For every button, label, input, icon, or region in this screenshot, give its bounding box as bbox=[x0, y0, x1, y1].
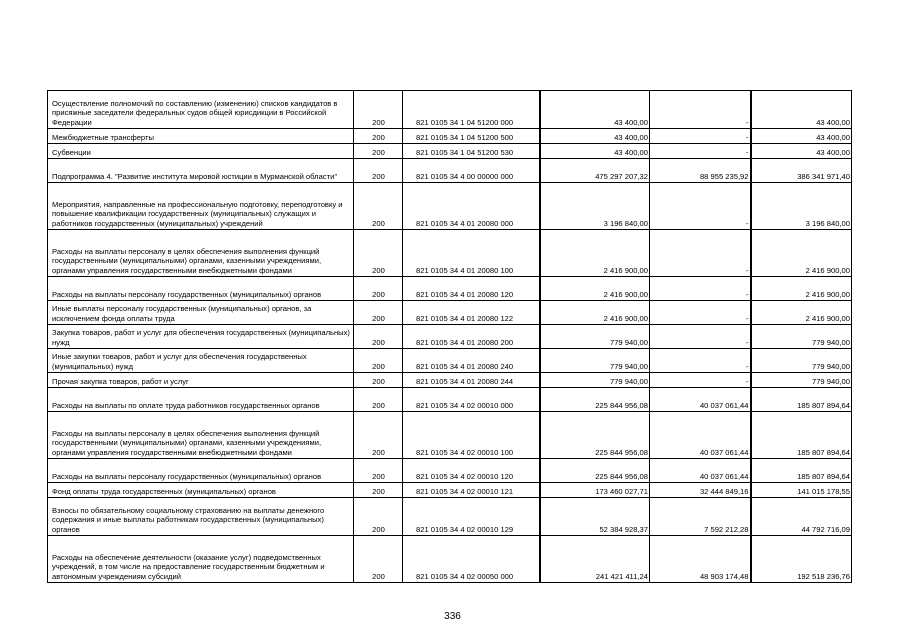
line-code-cell: 200 bbox=[354, 301, 403, 325]
line-code-cell: 200 bbox=[354, 129, 403, 144]
executed-amount-cell: - bbox=[650, 373, 751, 388]
classification-code-cell: 821 0105 34 1 04 51200 500 bbox=[403, 129, 540, 144]
remaining-amount-cell: 43 400,00 bbox=[751, 144, 852, 159]
approved-amount-cell: 2 416 900,00 bbox=[540, 230, 650, 277]
executed-amount-cell: - bbox=[650, 301, 751, 325]
table-row bbox=[48, 144, 852, 159]
expense-name-cell: Подпрограмма 4. "Развитие института мировой юстиции в Мурманской области" bbox=[48, 159, 354, 183]
table-row bbox=[48, 498, 852, 536]
table-row bbox=[48, 230, 852, 277]
expense-name-cell: Фонд оплаты труда государственных (муниципальных) органов bbox=[48, 483, 354, 498]
remaining-amount-cell: 185 807 894,64 bbox=[751, 459, 852, 483]
line-code-cell: 200 bbox=[354, 230, 403, 277]
remaining-amount-cell: 3 196 840,00 bbox=[751, 183, 852, 230]
remaining-amount-cell: 185 807 894,64 bbox=[751, 412, 852, 459]
expense-name-cell: Расходы на выплаты по оплате труда работников государственных органов bbox=[48, 388, 354, 412]
line-code-cell: 200 bbox=[354, 412, 403, 459]
executed-amount-cell: 48 903 174,48 bbox=[650, 536, 751, 583]
table-row bbox=[48, 483, 852, 498]
table-row bbox=[48, 301, 852, 325]
line-code-cell: 200 bbox=[354, 325, 403, 349]
executed-amount-cell: - bbox=[650, 230, 751, 277]
table-row bbox=[48, 412, 852, 459]
expense-name-cell: Мероприятия, направленные на профессиональную подготовку, переподготовку и повышение квалификации государственных (муниципальных) служащих и работников государственных (муниципальных) учреждений bbox=[48, 183, 354, 230]
line-code-cell: 200 bbox=[354, 483, 403, 498]
executed-amount-cell: - bbox=[650, 144, 751, 159]
classification-code-cell: 821 0105 34 4 00 00000 000 bbox=[403, 159, 540, 183]
line-code-cell: 200 bbox=[354, 498, 403, 536]
page-number: 336 bbox=[444, 611, 461, 622]
executed-amount-cell: 40 037 061,44 bbox=[650, 412, 751, 459]
table-row bbox=[48, 373, 852, 388]
remaining-amount-cell: 2 416 900,00 bbox=[751, 277, 852, 301]
approved-amount-cell: 241 421 411,24 bbox=[540, 536, 650, 583]
remaining-amount-cell: 185 807 894,64 bbox=[751, 388, 852, 412]
table-row bbox=[48, 159, 852, 183]
expense-name-cell: Расходы на обеспечение деятельности (оказание услуг) подведомственных учреждений, в том числе на предоставление государственным бюджетным и автономным учреждениям субсидий bbox=[48, 536, 354, 583]
expense-name-cell: Осуществление полномочий по составлению (изменению) списков кандидатов в присяжные заседатели федеральных судов общей юрисдикции в Российской Федерации bbox=[48, 91, 354, 129]
executed-amount-cell: - bbox=[650, 91, 751, 129]
approved-amount-cell: 2 416 900,00 bbox=[540, 301, 650, 325]
table-row bbox=[48, 349, 852, 373]
executed-amount-cell: - bbox=[650, 129, 751, 144]
classification-code-cell: 821 0105 34 4 02 00010 120 bbox=[403, 459, 540, 483]
remaining-amount-cell: 2 416 900,00 bbox=[751, 230, 852, 277]
classification-code-cell: 821 0105 34 4 02 00010 121 bbox=[403, 483, 540, 498]
executed-amount-cell: - bbox=[650, 277, 751, 301]
expense-name-cell: Прочая закупка товаров, работ и услуг bbox=[48, 373, 354, 388]
line-code-cell: 200 bbox=[354, 277, 403, 301]
remaining-amount-cell: 386 341 971,40 bbox=[751, 159, 852, 183]
expense-name-cell: Иные выплаты персоналу государственных (муниципальных) органов, за исключением фонда оплаты труда bbox=[48, 301, 354, 325]
table-row bbox=[48, 91, 852, 129]
executed-amount-cell: 88 955 235,92 bbox=[650, 159, 751, 183]
expense-name-cell: Расходы на выплаты персоналу в целях обеспечения выполнения функций государственными (муниципальными) органами, казенными учреждениями, органами управления государственными внебюджетными фондами bbox=[48, 230, 354, 277]
approved-amount-cell: 43 400,00 bbox=[540, 144, 650, 159]
executed-amount-cell: 40 037 061,44 bbox=[650, 388, 751, 412]
expense-name-cell: Расходы на выплаты персоналу в целях обеспечения выполнения функций государственными (муниципальными) органами, казенными учреждениями, органами управления государственными внебюджетными фондами bbox=[48, 412, 354, 459]
approved-amount-cell: 43 400,00 bbox=[540, 129, 650, 144]
classification-code-cell: 821 0105 34 4 01 20080 120 bbox=[403, 277, 540, 301]
expense-name-cell: Субвенции bbox=[48, 144, 354, 159]
line-code-cell: 200 bbox=[354, 373, 403, 388]
approved-amount-cell: 2 416 900,00 bbox=[540, 277, 650, 301]
line-code-cell: 200 bbox=[354, 91, 403, 129]
classification-code-cell: 821 0105 34 4 01 20080 000 bbox=[403, 183, 540, 230]
expense-name-cell: Расходы на выплаты персоналу государственных (муниципальных) органов bbox=[48, 277, 354, 301]
table-body bbox=[48, 91, 852, 583]
line-code-cell: 200 bbox=[354, 349, 403, 373]
expense-name-cell: Расходы на выплаты персоналу государственных (муниципальных) органов bbox=[48, 459, 354, 483]
line-code-cell: 200 bbox=[354, 159, 403, 183]
executed-amount-cell: - bbox=[650, 325, 751, 349]
table-row bbox=[48, 183, 852, 230]
line-code-cell: 200 bbox=[354, 536, 403, 583]
classification-code-cell: 821 0105 34 4 01 20080 100 bbox=[403, 230, 540, 277]
approved-amount-cell: 225 844 956,08 bbox=[540, 412, 650, 459]
approved-amount-cell: 779 940,00 bbox=[540, 349, 650, 373]
executed-amount-cell: 40 037 061,44 bbox=[650, 459, 751, 483]
expense-name-cell: Иные закупки товаров, работ и услуг для обеспечения государственных (муниципальных) нужд bbox=[48, 349, 354, 373]
approved-amount-cell: 173 460 027,71 bbox=[540, 483, 650, 498]
remaining-amount-cell: 2 416 900,00 bbox=[751, 301, 852, 325]
remaining-amount-cell: 43 400,00 bbox=[751, 91, 852, 129]
approved-amount-cell: 43 400,00 bbox=[540, 91, 650, 129]
classification-code-cell: 821 0105 34 4 01 20080 244 bbox=[403, 373, 540, 388]
remaining-amount-cell: 779 940,00 bbox=[751, 349, 852, 373]
classification-code-cell: 821 0105 34 4 01 20080 122 bbox=[403, 301, 540, 325]
approved-amount-cell: 52 384 928,37 bbox=[540, 498, 650, 536]
line-code-cell: 200 bbox=[354, 183, 403, 230]
executed-amount-cell: - bbox=[650, 183, 751, 230]
expense-name-cell: Взносы по обязательному социальному страхованию на выплаты денежного содержания и иные выплаты работникам государственных (муниципальных) органов bbox=[48, 498, 354, 536]
table-row bbox=[48, 388, 852, 412]
line-code-cell: 200 bbox=[354, 388, 403, 412]
table-row bbox=[48, 325, 852, 349]
budget-execution-table bbox=[47, 90, 852, 583]
table-row bbox=[48, 459, 852, 483]
classification-code-cell: 821 0105 34 4 02 00010 000 bbox=[403, 388, 540, 412]
remaining-amount-cell: 43 400,00 bbox=[751, 129, 852, 144]
expense-name-cell: Закупка товаров, работ и услуг для обеспечения государственных (муниципальных) нужд bbox=[48, 325, 354, 349]
remaining-amount-cell: 779 940,00 bbox=[751, 373, 852, 388]
remaining-amount-cell: 779 940,00 bbox=[751, 325, 852, 349]
remaining-amount-cell: 192 518 236,76 bbox=[751, 536, 852, 583]
expense-name-cell: Межбюджетные трансферты bbox=[48, 129, 354, 144]
remaining-amount-cell: 44 792 716,09 bbox=[751, 498, 852, 536]
classification-code-cell: 821 0105 34 1 04 51200 000 bbox=[403, 91, 540, 129]
executed-amount-cell: 7 592 212,28 bbox=[650, 498, 751, 536]
line-code-cell: 200 bbox=[354, 459, 403, 483]
classification-code-cell: 821 0105 34 4 02 00050 000 bbox=[403, 536, 540, 583]
executed-amount-cell: 32 444 849,16 bbox=[650, 483, 751, 498]
approved-amount-cell: 225 844 956,08 bbox=[540, 388, 650, 412]
table-row bbox=[48, 536, 852, 583]
approved-amount-cell: 779 940,00 bbox=[540, 325, 650, 349]
approved-amount-cell: 3 196 840,00 bbox=[540, 183, 650, 230]
remaining-amount-cell: 141 015 178,55 bbox=[751, 483, 852, 498]
executed-amount-cell: - bbox=[650, 349, 751, 373]
approved-amount-cell: 779 940,00 bbox=[540, 373, 650, 388]
classification-code-cell: 821 0105 34 4 01 20080 240 bbox=[403, 349, 540, 373]
approved-amount-cell: 225 844 956,08 bbox=[540, 459, 650, 483]
table-row bbox=[48, 129, 852, 144]
classification-code-cell: 821 0105 34 4 01 20080 200 bbox=[403, 325, 540, 349]
classification-code-cell: 821 0105 34 4 02 00010 129 bbox=[403, 498, 540, 536]
line-code-cell: 200 bbox=[354, 144, 403, 159]
approved-amount-cell: 475 297 207,32 bbox=[540, 159, 650, 183]
table-row bbox=[48, 277, 852, 301]
classification-code-cell: 821 0105 34 1 04 51200 530 bbox=[403, 144, 540, 159]
classification-code-cell: 821 0105 34 4 02 00010 100 bbox=[403, 412, 540, 459]
